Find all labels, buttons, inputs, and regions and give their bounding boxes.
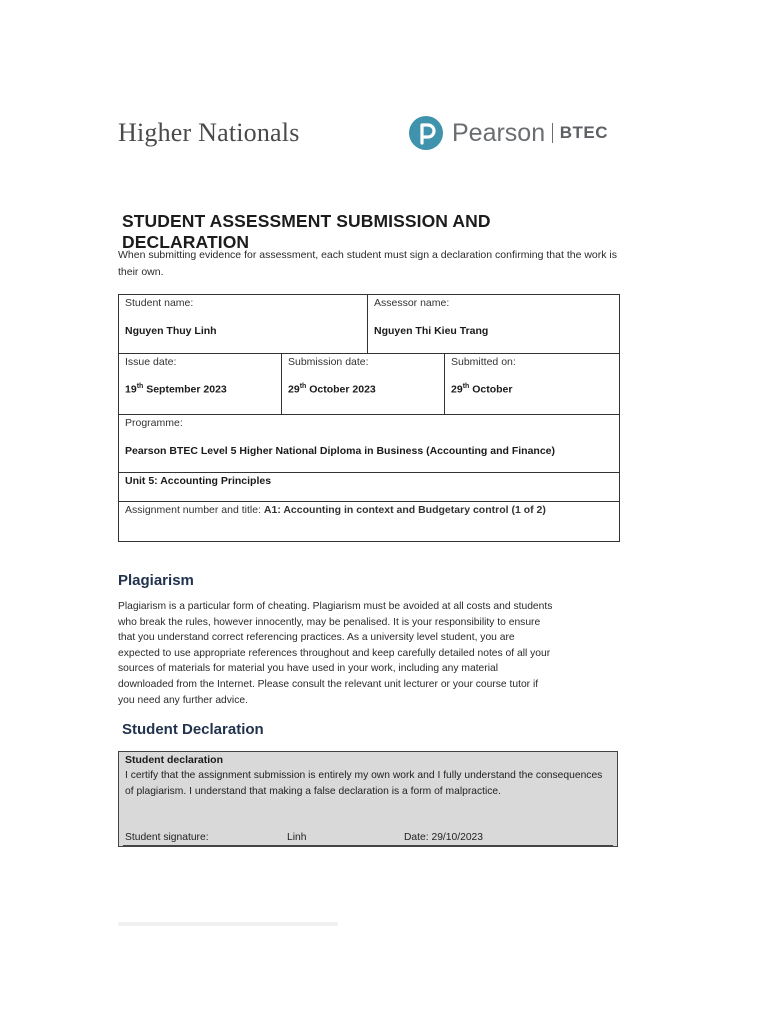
signature-value: Linh (287, 832, 307, 843)
programme-row (119, 415, 619, 473)
plagiarism-heading: Plagiarism (118, 572, 194, 589)
student-declaration-heading: Student Declaration (122, 721, 264, 738)
submitted-on-cell (444, 354, 619, 414)
plagiarism-line: Plagiarism is a particular form of cheating. Plagiarism must be avoided at all costs and students (118, 601, 553, 612)
plagiarism-line: that you understand correct referencing practices. As a university level student, you are (118, 632, 515, 644)
issue-date-cell (119, 354, 281, 414)
submission-date-value: 29th October 2023 (288, 383, 376, 396)
intro-text: When submitting evidence for assessment, each student must sign a declaration confirming that the work is their own. (118, 249, 617, 278)
assignment-value: A1: Accounting in context and Budgetary control (1 of 2) (263, 504, 546, 516)
submission-date-label: Submission date: (288, 356, 369, 368)
student-name-cell (119, 295, 367, 353)
logo-divider (552, 123, 553, 143)
submitted-on-label: Submitted on: (451, 356, 516, 368)
pearson-p-logo-icon (408, 115, 444, 151)
faint-footer-mark (118, 919, 338, 929)
assignment-line (125, 504, 546, 516)
unit-value: Unit 5: Accounting Principles (125, 475, 272, 487)
assessor-name-cell (367, 295, 619, 353)
submitted-on-value: 29th October (451, 383, 513, 396)
issue-date-value: 19th September 2023 (125, 383, 227, 396)
plagiarism-line: sources of materials for material you have used in your work, including any material (118, 663, 499, 675)
plagiarism-line: who break the rules, however innocently, may be penalised. It is your responsibility to ensure (118, 616, 541, 628)
declaration-box-title: Student declaration (125, 754, 224, 766)
declaration-box (118, 751, 618, 847)
plagiarism-paragraph (118, 599, 628, 708)
student-name-value: Nguyen Thuy Linh (125, 325, 217, 337)
pearson-wordmark: Pearson (452, 118, 546, 147)
plagiarism-line: you need any further advice. (118, 694, 248, 706)
plagiarism-line: downloaded from the Internet. Please consult the relevant unit lecturer or your course tutor if (118, 678, 539, 690)
names-row (119, 295, 619, 354)
plagiarism-line: expected to use appropriate references throughout and keep carefully detailed notes of all your (118, 647, 551, 659)
btec-wordmark: BTEC (559, 123, 608, 142)
assessor-name-value: Nguyen Thi Kieu Trang (374, 325, 489, 337)
pearson-btec-logo (408, 112, 608, 154)
programme-value: Pearson BTEC Level 5 Higher National Diploma in Business (Accounting and Finance) (125, 445, 555, 457)
unit-row (119, 473, 619, 502)
assignment-row (119, 502, 619, 541)
signature-line (123, 845, 613, 846)
assessor-name-label: Assessor name: (374, 297, 450, 309)
issue-date-label: Issue date: (125, 356, 177, 368)
student-name-label: Student name: (125, 297, 194, 309)
declaration-text: I certify that the assignment submission is entirely my own work and I fully understand the consequences of plagiarism. I understand that making a false declaration is a form of malpractice. (125, 770, 603, 797)
dates-row (119, 354, 619, 415)
page-title: STUDENT ASSESSMENT SUBMISSION AND DECLARATION (122, 211, 491, 252)
submission-date-cell (281, 354, 444, 414)
signature-label: Student signature: (125, 832, 209, 843)
higher-nationals-brand: Higher Nationals (118, 118, 300, 147)
declaration-date: Date: 29/10/2023 (404, 832, 484, 843)
programme-label: Programme: (125, 417, 183, 429)
assignment-label: Assignment number and title: (125, 504, 264, 516)
assessment-details-table (118, 294, 620, 542)
